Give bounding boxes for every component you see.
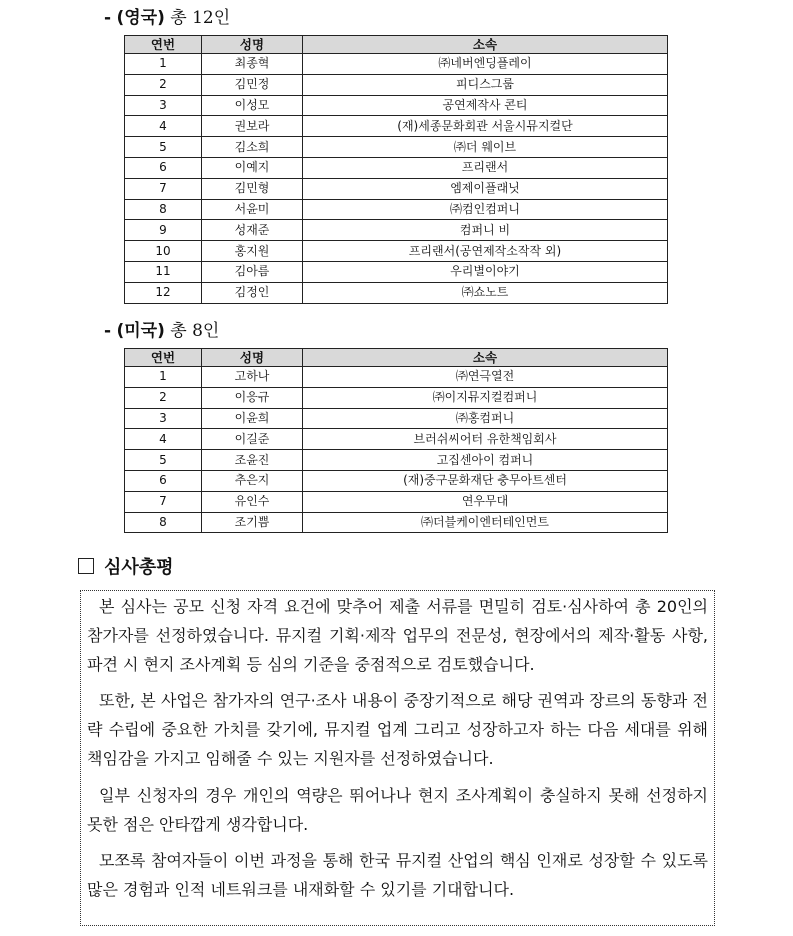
row-name: 김정인	[202, 282, 303, 303]
table-row	[125, 261, 668, 282]
row-number: 7	[125, 178, 202, 199]
row-name: 추은지	[202, 470, 303, 491]
country-label: (미국)	[116, 321, 165, 341]
table-row	[125, 470, 668, 491]
review-paragraph: 본 심사는 공모 신청 자격 요건에 맞추어 제출 서류를 면밀히 검토·심사하여 총 20인의 참가자를 선정하였습니다. 뮤지컬 기획·제작 업무의 전문성, 현장에서의 제작·활동 사항, 파견 시 현지 조사계획 등 심의 기준을 중점적으로 검토했습니다.	[87, 597, 708, 674]
table-row	[125, 450, 668, 471]
row-name: 고하나	[202, 367, 303, 388]
row-name: 조윤진	[202, 450, 303, 471]
table-row	[125, 429, 668, 450]
table-row	[125, 199, 668, 220]
row-affiliation: 피디스그룹	[303, 74, 668, 95]
participant-count: 총 8인	[170, 321, 220, 341]
row-name: 김아름	[202, 261, 303, 282]
row-affiliation: 프리랜서(공연제작소작작 외)	[303, 241, 668, 262]
review-paragraph: 또한, 본 사업은 참가자의 연구·조사 내용이 중장기적으로 해당 권역과 장르의 동향과 전략 수립에 중요한 가치를 갖기에, 뮤지컬 업계 그리고 성장하고자 하는 다음 세대를 위해 책임감을 가지고 임해줄 수 있는 지원자를 선정하였습니다.	[87, 691, 708, 768]
row-affiliation: 프리랜서	[303, 157, 668, 178]
row-affiliation: 브러쉬씨어터 유한책임회사	[303, 429, 668, 450]
table-row	[125, 241, 668, 262]
square-bullet-icon	[78, 558, 94, 574]
table-row	[125, 512, 668, 533]
row-number: 4	[125, 116, 202, 137]
row-number: 10	[125, 241, 202, 262]
row-affiliation: 공연제작사 콘티	[303, 95, 668, 116]
heading-dash: -	[104, 321, 112, 341]
row-number: 1	[125, 54, 202, 75]
row-number: 11	[125, 261, 202, 282]
table-row	[125, 387, 668, 408]
header-affiliation: 소속	[303, 349, 668, 367]
row-name: 이윤희	[202, 408, 303, 429]
row-number: 2	[125, 74, 202, 95]
row-number: 7	[125, 491, 202, 512]
row-name: 이예지	[202, 157, 303, 178]
review-title: 심사총평	[104, 557, 174, 578]
row-name: 김소희	[202, 137, 303, 158]
row-affiliation: ㈜쇼노트	[303, 282, 668, 303]
uk-participants-table	[124, 35, 668, 304]
row-name: 김민형	[202, 178, 303, 199]
row-name: 서윤미	[202, 199, 303, 220]
table-row	[125, 408, 668, 429]
row-name: 홍지원	[202, 241, 303, 262]
review-summary-box	[80, 590, 715, 926]
row-name: 김민정	[202, 74, 303, 95]
review-paragraph: 일부 신청자의 경우 개인의 역량은 뛰어나나 현지 조사계획이 충실하지 못해 선정하지 못한 점은 안타깝게 생각합니다.	[87, 785, 708, 834]
header-name: 성명	[202, 349, 303, 367]
header-number: 연번	[125, 349, 202, 367]
row-affiliation: 고집센아이 컴퍼니	[303, 450, 668, 471]
row-name: 최종혁	[202, 54, 303, 75]
country-label: (영국)	[116, 8, 165, 28]
table-row	[125, 157, 668, 178]
table-row	[125, 95, 668, 116]
row-affiliation: ㈜홍컴퍼니	[303, 408, 668, 429]
row-affiliation: 연우무대	[303, 491, 668, 512]
us-participants-table	[124, 348, 668, 533]
row-affiliation: ㈜연극열전	[303, 367, 668, 388]
row-number: 8	[125, 199, 202, 220]
row-affiliation: ㈜네버엔딩플레이	[303, 54, 668, 75]
row-name: 권보라	[202, 116, 303, 137]
row-affiliation: 우리별이야기	[303, 261, 668, 282]
uk-section-heading	[104, 3, 230, 28]
table-row	[125, 178, 668, 199]
participant-count: 총 12인	[170, 8, 231, 28]
row-number: 6	[125, 470, 202, 491]
table-row	[125, 74, 668, 95]
row-affiliation: 컴퍼니 비	[303, 220, 668, 241]
row-name: 이성모	[202, 95, 303, 116]
review-paragraph: 모쪼록 참여자들이 이번 과정을 통해 한국 뮤지컬 산업의 핵심 인재로 성장할 수 있도록 많은 경험과 인적 네트워크를 내재화할 수 있기를 기대합니다.	[87, 851, 708, 900]
row-name: 조기쁨	[202, 512, 303, 533]
table-row	[125, 367, 668, 388]
row-affiliation: ㈜더 웨이브	[303, 137, 668, 158]
row-number: 6	[125, 157, 202, 178]
row-name: 이응규	[202, 387, 303, 408]
row-number: 3	[125, 408, 202, 429]
us-section-heading	[104, 316, 219, 341]
row-number: 5	[125, 137, 202, 158]
row-name: 성재준	[202, 220, 303, 241]
heading-dash: -	[104, 8, 112, 28]
row-number: 4	[125, 429, 202, 450]
row-number: 1	[125, 367, 202, 388]
row-number: 2	[125, 387, 202, 408]
header-affiliation: 소속	[303, 36, 668, 54]
row-number: 9	[125, 220, 202, 241]
row-number: 8	[125, 512, 202, 533]
row-affiliation: ㈜컴인컴퍼니	[303, 199, 668, 220]
table-row	[125, 282, 668, 303]
header-number: 연번	[125, 36, 202, 54]
table-row	[125, 54, 668, 75]
row-number: 3	[125, 95, 202, 116]
table-row	[125, 116, 668, 137]
table-header-row	[125, 36, 668, 54]
row-affiliation: (재)세종문화회관 서울시뮤지컬단	[303, 116, 668, 137]
table-header-row	[125, 349, 668, 367]
row-affiliation: (재)중구문화재단 충무아트센터	[303, 470, 668, 491]
table-row	[125, 137, 668, 158]
review-section-heading	[78, 553, 174, 579]
row-number: 12	[125, 282, 202, 303]
row-name: 유인수	[202, 491, 303, 512]
table-row	[125, 220, 668, 241]
row-affiliation: ㈜더블케이엔터테인먼트	[303, 512, 668, 533]
table-row	[125, 491, 668, 512]
row-name: 이길준	[202, 429, 303, 450]
row-affiliation: 엠제이플래닛	[303, 178, 668, 199]
header-name: 성명	[202, 36, 303, 54]
row-affiliation: ㈜이지뮤지컬컴퍼니	[303, 387, 668, 408]
row-number: 5	[125, 450, 202, 471]
